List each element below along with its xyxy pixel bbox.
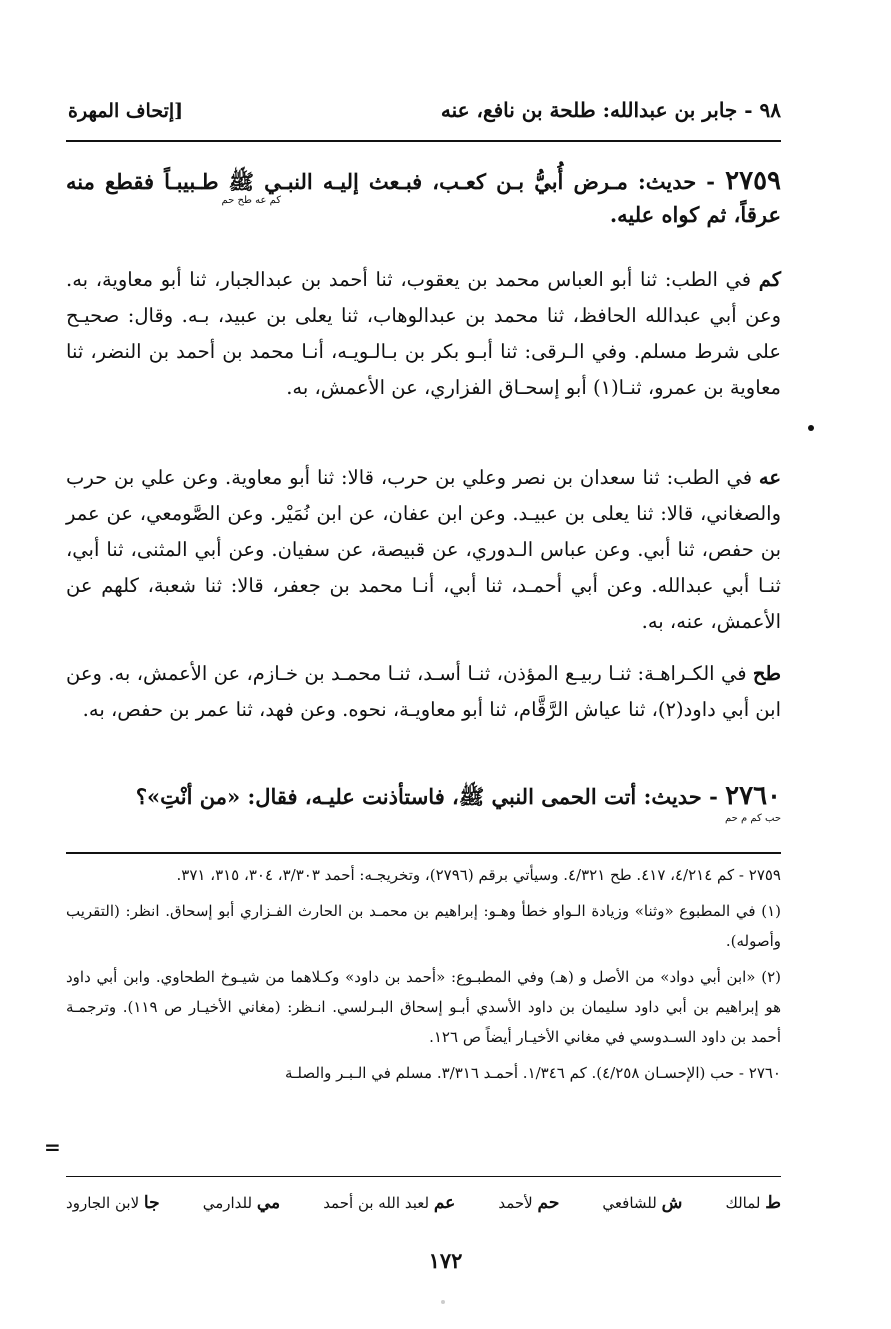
hadith-number: ٢٧٦٠ (725, 781, 781, 811)
hadith-2760 (66, 780, 781, 825)
source-code: كم (758, 268, 781, 291)
hadith-number: ٢٧٥٩ (725, 166, 782, 196)
paragraph-ah (66, 460, 781, 640)
paragraph-text: في الكـراهـة: ثنـا ربيـع المؤذن، ثنـا أسـد، ثنـا محمـد بن خـازم، عن الأعمش، به. وعن ابن أبي داود(٢)، ثنا عياش الرَّقَّام، ثنا أبو معاويـة، نحوه. وعن فهد، ثنا عمر بن حفص، به. (66, 662, 781, 721)
footnote-2760: ٢٧٦٠ - حب (الإحسـان ٤/٢٥٨). كم ١/٣٤٦. أحمـد ٣/٣١٦. مسلم في الـبـر والصلـة (284, 1064, 781, 1082)
paragraph-tah (66, 656, 781, 728)
abbr-item: عم لعبد الله بن أحمد (323, 1193, 456, 1213)
footnotes (66, 860, 781, 1094)
paragraph-text: في الطب: ثنا أبو العباس محمد بن يعقوب، ثنا أحمد بن عبدالجبار، ثنا أبو معاوية، به. وعن أبي عبدالله الحافظ، ثنا محمد بن عبدالوهاب، ثنا يعلى بن عبيد، بـه. وقال: صحيـح على شرط مسلم. وفي الـرقى: ثنا أبـو بكر بن بـالـويـه، أنـا محمد بن أحمد بن النضر، ثنا معاوية بن عمرو، ثنـا(١) أبو إسحـاق الفزاري، عن الأعمش، به. (66, 268, 781, 399)
footnote-2: (٢) «ابن أبي دواد» من الأصل و (هـ) وفي المطبـوع: «أحمد بن داود» وكـلاهما من شيـوخ الطحاوي. وابن أبي داود هو إبراهيم بن أبي داود سليمان بن داود الأسدي أبـو إسحاق البـرلسي. انـظر: (مغاني الأخيـار ص ١١٩). وترجمـة أحمد بن داود السـدوسي في مغاني الأخيـار أيضاً ص ١٢٦. (66, 968, 782, 1046)
header-title: ٩٨ - جابر بن عبدالله: طلحة بن نافع، عنه (440, 98, 781, 122)
abbr-item: جا لابن الجارود (66, 1193, 160, 1213)
running-header (68, 88, 781, 122)
paragraph-text: في الطب: ثنا سعدان بن نصر وعلي بن حرب، قالا: ثنا أبو معاوية. وعن علي بن حرب والصغاني، قالا: ثنا يعلى بن عبيـد. وعن ابن عفان، عن ابن نُمَيْر. وعن الصَّومعي، عن عمر بن حفص، ثنا أبي. وعن عباس الـدوري، عن قبيصة، عن سفيان. وعن أبي المثنى، ثنا أبي، ثنـا أبي عبدالله. وعن أبي أحمـد، ثنا أبي، أنـا محمد بن جعفر، قالا: ثنا شعبة، كلهم عن الأعمش، عنه، به. (66, 466, 781, 633)
abbr-item: ط لمالك (725, 1193, 781, 1213)
abbreviation-key (66, 1188, 781, 1218)
margin-dot (808, 425, 814, 431)
header-book-name: [إتحاف المهرة (68, 100, 184, 122)
abbreviations-rule (66, 1176, 781, 1177)
paragraph-kam (66, 262, 781, 406)
hadith-text: - حديث: مـرض أُبيُّ بـن كعـب، فبـعث إليـه النبـي ﷺ طـبيبـاً فقطع منه عرقاً، ثم كواه عليه. (66, 169, 781, 227)
footnote-2759: ٢٧٥٩ - كم ٤/٢١٤، ٤١٧. طح ٤/٣٢١. وسيأتي برقم (٢٧٩٦)، وتخريجـه: أحمد ٣/٣٠٣، ٣٠٤، ٣١٥، ٣٧١. (176, 866, 781, 884)
hadith-text: - حديث: أتت الحمى النبي ﷺ، فاستأذنت عليـه، فقال: «من أنْتِ»؟ (135, 784, 718, 809)
source-code: عه (758, 466, 781, 489)
source-code: طح (752, 662, 781, 685)
continuation-mark: = (44, 1135, 61, 1159)
hadith-sigla: كم عه طح حم (221, 195, 281, 206)
abbr-item: ش للشافعي (602, 1193, 683, 1213)
header-rule (66, 140, 781, 142)
footnote-rule (66, 852, 781, 854)
page-number: ١٧٢ (428, 1248, 463, 1273)
scan-speck (441, 1300, 445, 1304)
hadith-sigla: حب كم م حم (725, 813, 781, 824)
abbr-item: حم لأحمد (498, 1193, 560, 1213)
abbr-item: مي للدارمي (202, 1193, 281, 1213)
hadith-2759 (66, 165, 781, 231)
footnote-1: (١) في المطبوع «وثنا» وزيادة الـواو خطأ وهـو: إبراهيم بن محمـد بن الحارث الفـزاري أبو إسحاق. انظر: (التقريب وأصوله). (66, 902, 781, 950)
